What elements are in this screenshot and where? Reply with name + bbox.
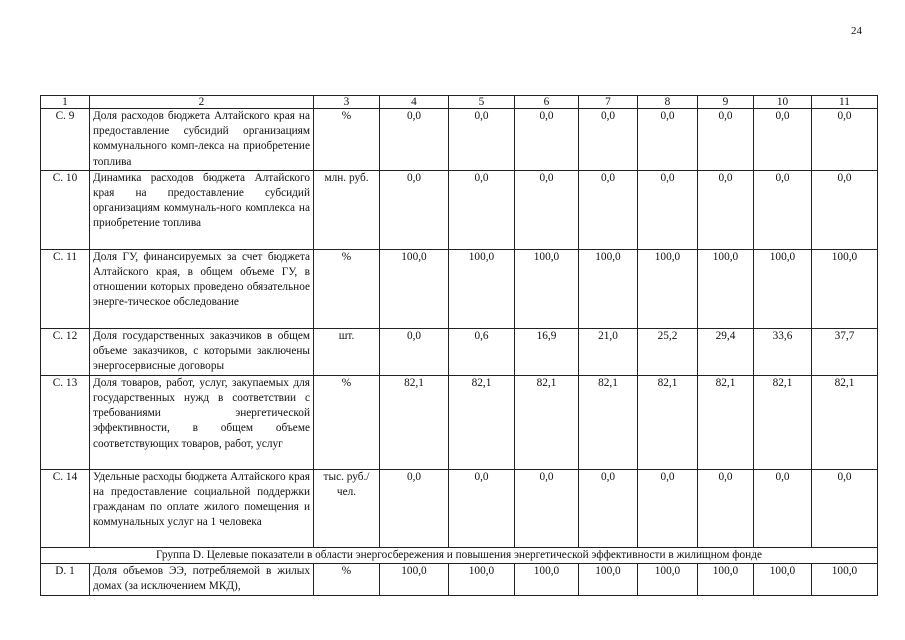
indicator-value: 0,0	[698, 170, 754, 249]
indicator-value: 0,0	[812, 170, 878, 249]
indicator-value: 82,1	[698, 375, 754, 469]
indicator-unit: %	[314, 249, 380, 328]
indicator-unit: млн. руб.	[314, 170, 380, 249]
group-d-title: Группа D. Целевые показатели в области энергосбережения и повышения энергетической эффективности в жилищном фонде	[41, 547, 878, 563]
indicator-value: 0,0	[638, 170, 698, 249]
indicator-value: 29,4	[698, 328, 754, 375]
indicator-value: 100,0	[754, 249, 812, 328]
indicator-value: 0,0	[812, 469, 878, 547]
indicator-name: Доля расходов бюджета Алтайского края на предоставление субсидий организациям коммунального комп-лекса на приобретение топлива	[90, 109, 314, 171]
indicator-value: 0,0	[754, 170, 812, 249]
indicator-value: 100,0	[638, 563, 698, 595]
indicator-value: 0,0	[579, 469, 638, 547]
indicator-value: 100,0	[698, 563, 754, 595]
column-header: 2	[90, 96, 314, 109]
page-number: 24	[851, 25, 862, 37]
indicator-value: 0,0	[380, 328, 449, 375]
indicator-value: 82,1	[579, 375, 638, 469]
indicator-value: 0,0	[698, 469, 754, 547]
indicator-value: 100,0	[380, 563, 449, 595]
table-row	[41, 249, 878, 328]
indicator-code: С. 11	[41, 249, 90, 328]
column-header: 9	[698, 96, 754, 109]
table-row	[41, 469, 878, 547]
indicator-value: 100,0	[515, 563, 579, 595]
indicator-code: С. 10	[41, 170, 90, 249]
indicator-value: 82,1	[638, 375, 698, 469]
indicator-value: 33,6	[754, 328, 812, 375]
indicator-value: 0,0	[515, 469, 579, 547]
indicator-value: 0,0	[449, 469, 515, 547]
indicator-name: Доля товаров, работ, услуг, закупаемых для государственных нужд в соответствии с требованиями энергетической эффективности, в общем объеме соответствующих товаров, работ, услуг	[90, 375, 314, 469]
table-row	[41, 109, 878, 171]
indicators-table	[40, 95, 878, 596]
table-row	[41, 170, 878, 249]
column-header: 5	[449, 96, 515, 109]
indicator-value: 0,0	[579, 109, 638, 171]
indicator-value: 0,0	[449, 170, 515, 249]
table-row	[41, 563, 878, 595]
indicator-value: 82,1	[380, 375, 449, 469]
column-header: 8	[638, 96, 698, 109]
column-header: 3	[314, 96, 380, 109]
indicator-value: 100,0	[812, 249, 878, 328]
column-header: 1	[41, 96, 90, 109]
indicator-unit: %	[314, 375, 380, 469]
indicator-code: С. 12	[41, 328, 90, 375]
indicator-name: Удельные расходы бюджета Алтайского края на предоставление социальной поддержки гражданам по оплате жилого помещения и коммунальных услуг на 1 человека	[90, 469, 314, 547]
indicator-value: 0,6	[449, 328, 515, 375]
indicator-value: 100,0	[698, 249, 754, 328]
indicator-name: Доля ГУ, финансируемых за счет бюджета Алтайского края, в общем объеме ГУ, в отношении которых проведено обязательное энерге-тическое обследование	[90, 249, 314, 328]
indicator-unit: шт.	[314, 328, 380, 375]
indicator-code: С. 13	[41, 375, 90, 469]
indicator-unit: %	[314, 109, 380, 171]
indicator-value: 100,0	[638, 249, 698, 328]
indicator-value: 16,9	[515, 328, 579, 375]
indicator-value: 0,0	[698, 109, 754, 171]
indicator-value: 0,0	[380, 170, 449, 249]
indicator-value: 100,0	[449, 249, 515, 328]
indicator-value: 100,0	[515, 249, 579, 328]
column-header: 4	[380, 96, 449, 109]
column-number-row	[41, 96, 878, 109]
indicator-name: Доля государственных заказчиков в общем объеме заказчиков, с которыми заключены энергосервисные договоры	[90, 328, 314, 375]
column-header: 10	[754, 96, 812, 109]
table-row	[41, 328, 878, 375]
indicator-value: 100,0	[812, 563, 878, 595]
indicator-value: 0,0	[754, 469, 812, 547]
indicator-value: 0,0	[380, 469, 449, 547]
indicator-name: Доля объемов ЭЭ, потребляемой в жилых домах (за исключением МКД),	[90, 563, 314, 595]
indicator-value: 0,0	[449, 109, 515, 171]
table-row	[41, 375, 878, 469]
indicator-name: Динамика расходов бюджета Алтайского края на предоставление субсидий организациям коммуналь-ного комплекса на приобретение топлива	[90, 170, 314, 249]
indicator-value: 21,0	[579, 328, 638, 375]
indicator-value: 100,0	[579, 249, 638, 328]
indicator-code: С. 9	[41, 109, 90, 171]
indicator-value: 0,0	[515, 170, 579, 249]
indicator-value: 0,0	[812, 109, 878, 171]
indicator-value: 0,0	[579, 170, 638, 249]
indicator-value: 25,2	[638, 328, 698, 375]
column-header: 7	[579, 96, 638, 109]
group-heading-row	[41, 547, 878, 563]
column-header: 11	[812, 96, 878, 109]
indicator-value: 37,7	[812, 328, 878, 375]
indicator-value: 82,1	[515, 375, 579, 469]
indicator-value: 0,0	[515, 109, 579, 171]
indicator-code: С. 14	[41, 469, 90, 547]
indicator-value: 82,1	[754, 375, 812, 469]
indicator-value: 82,1	[449, 375, 515, 469]
indicator-value: 100,0	[449, 563, 515, 595]
indicator-value: 100,0	[754, 563, 812, 595]
indicator-value: 0,0	[380, 109, 449, 171]
column-header: 6	[515, 96, 579, 109]
indicator-value: 0,0	[754, 109, 812, 171]
indicator-code: D. 1	[41, 563, 90, 595]
indicator-unit: %	[314, 563, 380, 595]
indicator-value: 0,0	[638, 469, 698, 547]
indicator-unit: тыс. руб./ чел.	[314, 469, 380, 547]
indicator-value: 82,1	[812, 375, 878, 469]
indicator-value: 100,0	[579, 563, 638, 595]
indicator-value: 0,0	[638, 109, 698, 171]
indicator-value: 100,0	[380, 249, 449, 328]
